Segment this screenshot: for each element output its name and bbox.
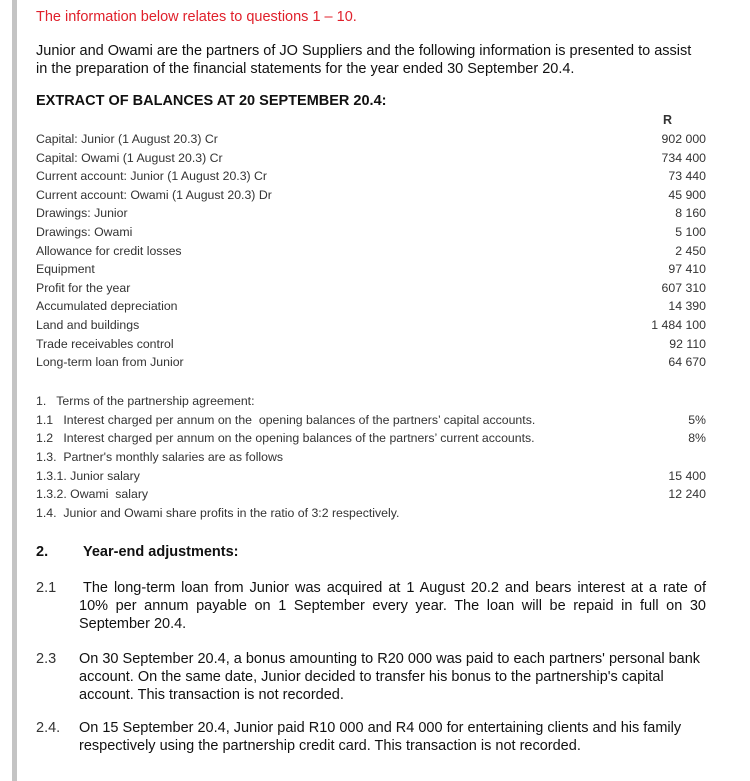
term-label: 1.3.1. Junior salary bbox=[36, 468, 140, 483]
term-row bbox=[36, 393, 706, 412]
balance-label: Profit for the year bbox=[36, 280, 131, 295]
balance-label: Capital: Owami (1 August 20.3) Cr bbox=[36, 150, 223, 165]
balance-row bbox=[36, 186, 706, 205]
balance-row bbox=[36, 335, 706, 354]
term-row bbox=[36, 412, 706, 431]
adjustment-item bbox=[36, 579, 706, 633]
balance-amount: 607 310 bbox=[661, 280, 706, 295]
term-row bbox=[36, 430, 706, 449]
term-label: 1.1 Interest charged per annum on the opening balances of the partners’ capital accounts. bbox=[36, 412, 536, 427]
term-label: 1.3. Partner's monthly salaries are as follows bbox=[36, 450, 284, 465]
term-value: 5% bbox=[688, 412, 706, 427]
balance-amount: 8 160 bbox=[675, 206, 706, 221]
term-row bbox=[36, 505, 706, 524]
balance-row bbox=[36, 316, 706, 335]
balance-label: Drawings: Owami bbox=[36, 224, 133, 239]
balances-table bbox=[36, 130, 706, 372]
balance-row bbox=[36, 223, 706, 242]
adjustment-number: 2.1 bbox=[36, 580, 57, 596]
balance-amount: 734 400 bbox=[661, 150, 706, 165]
balance-amount: 64 670 bbox=[668, 355, 706, 370]
balance-label: Land and buildings bbox=[36, 317, 140, 332]
term-label: 1.4. Junior and Owami share profits in the ratio of 3:2 respectively. bbox=[36, 506, 400, 521]
balance-amount: 73 440 bbox=[668, 169, 706, 184]
section-title: Year-end adjustments: bbox=[83, 544, 239, 560]
balance-label: Trade receivables control bbox=[36, 336, 174, 351]
balance-amount: 902 000 bbox=[661, 132, 706, 146]
balance-amount: 14 390 bbox=[668, 299, 706, 314]
questions-notice: The information below relates to questions 1 – 10. bbox=[36, 9, 357, 25]
balance-row bbox=[36, 353, 706, 372]
term-row bbox=[36, 468, 706, 487]
term-label: 1. Terms of the partnership agreement: bbox=[36, 394, 255, 408]
balance-row bbox=[36, 130, 706, 149]
balance-amount: 45 900 bbox=[668, 187, 706, 202]
section-number: 2. bbox=[36, 544, 49, 560]
balance-label: Equipment bbox=[36, 262, 95, 277]
intro-paragraph: Junior and Owami are the partners of JO Suppliers and the following information is presented to assist in the preparation of the financial statements for the year ended 30 September 20.4. bbox=[36, 43, 692, 77]
adjustment-text: On 15 September 20.4, Junior paid R10 000 and R4 000 for entertaining clients and his family respectively using the partnership credit card. This transaction is not recorded. bbox=[79, 720, 682, 754]
balance-row bbox=[36, 167, 706, 186]
term-label: 1.3.2. Owami salary bbox=[36, 487, 149, 502]
adjustment-number: 2.4. bbox=[36, 720, 61, 736]
balance-amount: 1 484 100 bbox=[651, 317, 706, 332]
balance-label: Long-term loan from Junior bbox=[36, 355, 184, 370]
balance-label: Current account: Junior (1 August 20.3) Cr bbox=[36, 169, 268, 184]
term-value: 8% bbox=[688, 431, 706, 446]
adjustment-text: The long-term loan from Junior was acquired at 1 August 20.2 and bears interest at a rate of 10% per annum payable on 1 September every year. The loan will be repaid in full on 30 September 20.4. bbox=[79, 580, 706, 632]
balance-row bbox=[36, 279, 706, 298]
currency-column-header: R bbox=[663, 113, 673, 127]
extract-heading: EXTRACT OF BALANCES AT 20 SEPTEMBER 20.4: bbox=[36, 93, 387, 109]
term-value: 15 400 bbox=[668, 468, 706, 483]
balance-amount: 5 100 bbox=[675, 224, 706, 239]
balance-amount: 92 110 bbox=[669, 336, 706, 351]
balance-label: Current account: Owami (1 August 20.3) Dr bbox=[36, 187, 272, 202]
balance-label: Drawings: Junior bbox=[36, 206, 128, 221]
balance-label: Capital: Junior (1 August 20.3) Cr bbox=[36, 132, 218, 146]
balance-row bbox=[36, 260, 706, 279]
balance-row bbox=[36, 297, 706, 316]
balance-amount: 2 450 bbox=[675, 243, 706, 258]
balance-label: Allowance for credit losses bbox=[36, 243, 182, 258]
balance-row bbox=[36, 242, 706, 261]
balance-amount: 97 410 bbox=[668, 262, 706, 277]
term-label: 1.2 Interest charged per annum on the opening balances of the partners’ current accounts. bbox=[36, 431, 535, 446]
partnership-terms bbox=[36, 393, 706, 524]
adjustment-item bbox=[36, 650, 706, 704]
term-value: 12 240 bbox=[668, 487, 706, 502]
balance-label: Accumulated depreciation bbox=[36, 299, 178, 314]
adjustment-text: On 30 September 20.4, a bonus amounting to R20 000 was paid to each partners' personal bank account. On the same date, Junior decided to transfer his bonus to the partnership's capital account. This transaction is not recorded. bbox=[79, 651, 701, 703]
left-margin-bar bbox=[12, 0, 17, 781]
adjustment-item bbox=[36, 719, 706, 755]
balance-row bbox=[36, 149, 706, 168]
term-row bbox=[36, 486, 706, 505]
adjustment-number: 2.3 bbox=[36, 651, 57, 667]
balance-row bbox=[36, 204, 706, 223]
term-row bbox=[36, 449, 706, 468]
